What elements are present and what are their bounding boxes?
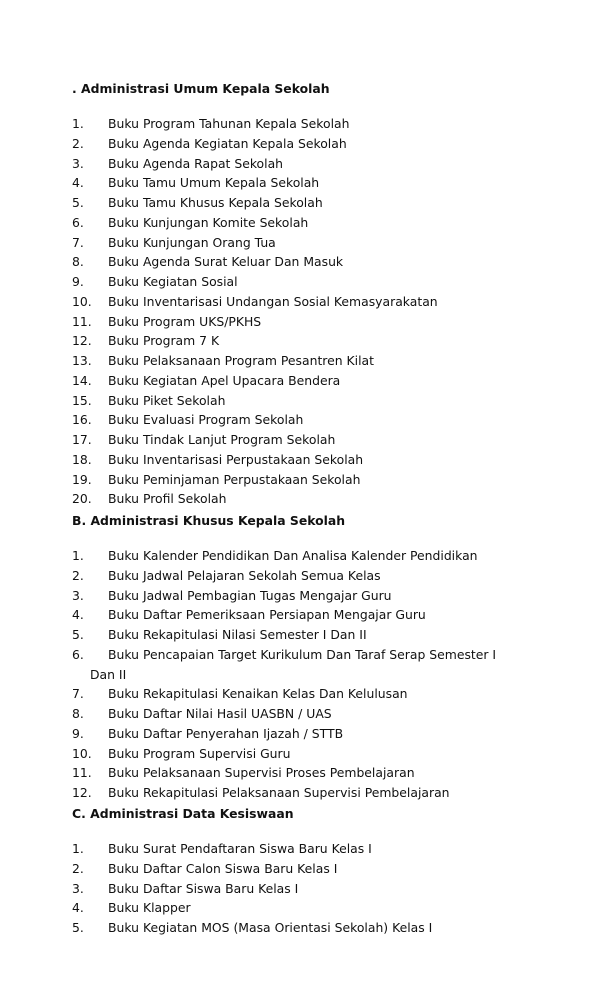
- list-item-text: Buku Evaluasi Program Sekolah: [108, 412, 304, 428]
- list-item: [72, 625, 532, 645]
- list-item: [72, 566, 532, 586]
- list-item: [72, 213, 532, 233]
- list-item: [72, 173, 532, 193]
- list-item-text: Buku Klapper: [108, 900, 191, 916]
- list-item-number: 3.: [72, 587, 84, 603]
- list-item: [72, 763, 532, 783]
- list-item: [72, 312, 532, 332]
- list-item: [72, 154, 532, 174]
- list-item-text: Buku Agenda Rapat Sekolah: [108, 155, 284, 171]
- item-list: [72, 114, 532, 509]
- list-item: [72, 898, 532, 918]
- list-item-number: 9.: [72, 725, 84, 741]
- list-item-number: 6.: [72, 214, 84, 230]
- list-item-text: Buku Daftar Penyerahan Ijazah / STTB: [108, 725, 344, 741]
- list-item-number: 12.: [72, 785, 92, 800]
- list-item-text: Buku Pelaksanaan Program Pesantren Kilat: [108, 353, 375, 368]
- list-item-text: Buku Program UKS/PKHS: [108, 313, 262, 329]
- list-item-number: 2.: [72, 135, 84, 151]
- list-item: [72, 783, 532, 803]
- list-item: [72, 605, 532, 625]
- list-item: [72, 430, 532, 450]
- list-item-number: 9.: [72, 274, 84, 289]
- list-item-text: Buku Agenda Surat Keluar Dan Masuk: [108, 254, 344, 270]
- list-item-text: Buku Tamu Khusus Kepala Sekolah: [108, 195, 323, 210]
- list-item-number: 6.: [72, 646, 84, 662]
- list-item: [72, 371, 532, 391]
- list-item-text: Buku Program Tahunan Kepala Sekolah: [108, 116, 350, 131]
- list-item-text: Buku Kegiatan MOS (Masa Orientasi Sekolah) Kelas I: [108, 920, 433, 935]
- list-item-number: 2.: [72, 860, 84, 876]
- list-item: [72, 134, 532, 154]
- section-administrasi-kesiswaan: [72, 806, 532, 938]
- section-administrasi-umum: [72, 81, 532, 509]
- list-item: [72, 489, 532, 509]
- list-item: [72, 114, 532, 134]
- list-item-number: 4.: [72, 900, 84, 916]
- list-item-number: 8.: [72, 706, 84, 721]
- list-item-number: 19.: [72, 471, 92, 487]
- list-item-number: 11.: [72, 765, 92, 781]
- list-item: [72, 586, 532, 606]
- list-item-text: Buku Rekapitulasi Pelaksanaan Supervisi Pembelajaran: [108, 785, 450, 800]
- list-item-number: 11.: [72, 313, 92, 329]
- list-item-number: 17.: [72, 432, 92, 447]
- list-item-number: 10.: [72, 745, 92, 761]
- item-list: [72, 546, 532, 803]
- list-item: [72, 252, 532, 272]
- list-item-text: Buku Daftar Siswa Baru Kelas I: [108, 880, 299, 896]
- list-item-text: Buku Rekapitulasi Nilasi Semester I Dan II: [108, 627, 367, 642]
- list-item: [72, 879, 532, 899]
- list-item-text: Buku Peminjaman Perpustakaan Sekolah: [108, 471, 361, 487]
- list-item-text: Buku Daftar Calon Siswa Baru Kelas I: [108, 860, 338, 876]
- list-item-text: Buku Pelaksanaan Supervisi Proses Pembelajaran: [108, 765, 415, 781]
- list-item: [72, 684, 532, 704]
- list-item-text: Buku Tindak Lanjut Program Sekolah: [108, 432, 336, 447]
- section-heading: C. Administrasi Data Kesiswaan: [72, 806, 294, 821]
- list-item-text: Buku Daftar Pemeriksaan Persiapan Mengajar Guru: [108, 607, 426, 623]
- list-item-text: Buku Pencapaian Target Kurikulum Dan Taraf Serap Semester I: [108, 646, 497, 662]
- list-item: [72, 410, 532, 430]
- list-item-text: Buku Agenda Kegiatan Kepala Sekolah: [108, 135, 347, 151]
- list-item-number: 15.: [72, 392, 92, 408]
- list-item-text: Buku Daftar Nilai Hasil UASBN / UAS: [108, 706, 332, 721]
- list-item: [72, 859, 532, 879]
- list-item-text: Buku Program 7 K: [108, 333, 220, 349]
- section-heading: B. Administrasi Khusus Kepala Sekolah: [72, 513, 346, 528]
- list-item-number: 1.: [72, 548, 84, 563]
- list-item: [72, 704, 532, 724]
- list-item-number: 20.: [72, 491, 92, 507]
- list-item-number: 5.: [72, 627, 84, 642]
- list-item-text-continuation: Dan II: [90, 666, 127, 682]
- list-item-number: 5.: [72, 195, 84, 210]
- list-item-text: Buku Kegiatan Apel Upacara Bendera: [108, 372, 341, 388]
- list-item-number: 13.: [72, 353, 92, 368]
- list-item: [72, 744, 532, 764]
- list-item-text: Buku Profil Sekolah: [108, 491, 227, 507]
- section-administrasi-khusus: [72, 513, 532, 803]
- list-item-number: 8.: [72, 254, 84, 270]
- list-item-number: 1.: [72, 841, 84, 856]
- list-item-number: 14.: [72, 372, 92, 388]
- list-item-number: 3.: [72, 880, 84, 896]
- list-item-number: 5.: [72, 920, 84, 935]
- list-item-text: Buku Kegiatan Sosial: [108, 274, 238, 289]
- list-item-text: Buku Kunjungan Komite Sekolah: [108, 214, 309, 230]
- list-item: [72, 292, 532, 312]
- list-item-number: 10.: [72, 293, 92, 309]
- list-item: [72, 546, 532, 566]
- list-item-number: 2.: [72, 567, 84, 583]
- list-item-text: Buku Surat Pendaftaran Siswa Baru Kelas I: [108, 841, 372, 856]
- list-item: [72, 839, 532, 859]
- list-item: [72, 193, 532, 213]
- list-item-number: 3.: [72, 155, 84, 171]
- list-item-text: Buku Program Supervisi Guru: [108, 745, 291, 761]
- list-item-text: Buku Tamu Umum Kepala Sekolah: [108, 175, 320, 191]
- list-item-text: Buku Piket Sekolah: [108, 392, 226, 408]
- list-item-number: 4.: [72, 175, 84, 191]
- list-item: [72, 233, 532, 253]
- list-item: [72, 470, 532, 490]
- list-item: [72, 391, 532, 411]
- list-item-text: Buku Kunjungan Orang Tua: [108, 234, 276, 250]
- list-item-text: Buku Jadwal Pembagian Tugas Mengajar Guru: [108, 587, 392, 603]
- list-item-number: 18.: [72, 451, 92, 467]
- section-heading: . Administrasi Umum Kepala Sekolah: [72, 81, 330, 96]
- list-item: [72, 272, 532, 292]
- list-item: [72, 918, 532, 938]
- list-item-text: Buku Inventarisasi Perpustakaan Sekolah: [108, 451, 364, 467]
- list-item: [72, 331, 532, 351]
- list-item-number: 7.: [72, 234, 84, 250]
- list-item: [72, 351, 532, 371]
- list-item-number: 1.: [72, 116, 84, 131]
- list-item: [72, 724, 532, 744]
- item-list: [72, 839, 532, 938]
- list-item-text: Buku Kalender Pendidikan Dan Analisa Kalender Pendidikan: [108, 548, 478, 563]
- list-item-text: Buku Inventarisasi Undangan Sosial Kemasyarakatan: [108, 293, 438, 309]
- list-item-text: Buku Jadwal Pelajaran Sekolah Semua Kelas: [108, 567, 381, 583]
- list-item-number: 4.: [72, 607, 84, 623]
- list-item-number: 7.: [72, 686, 84, 702]
- list-item: [72, 645, 532, 685]
- list-item: [72, 450, 532, 470]
- list-item-number: 16.: [72, 412, 92, 428]
- list-item-number: 12.: [72, 333, 92, 349]
- list-item-text: Buku Rekapitulasi Kenaikan Kelas Dan Kelulusan: [108, 686, 408, 702]
